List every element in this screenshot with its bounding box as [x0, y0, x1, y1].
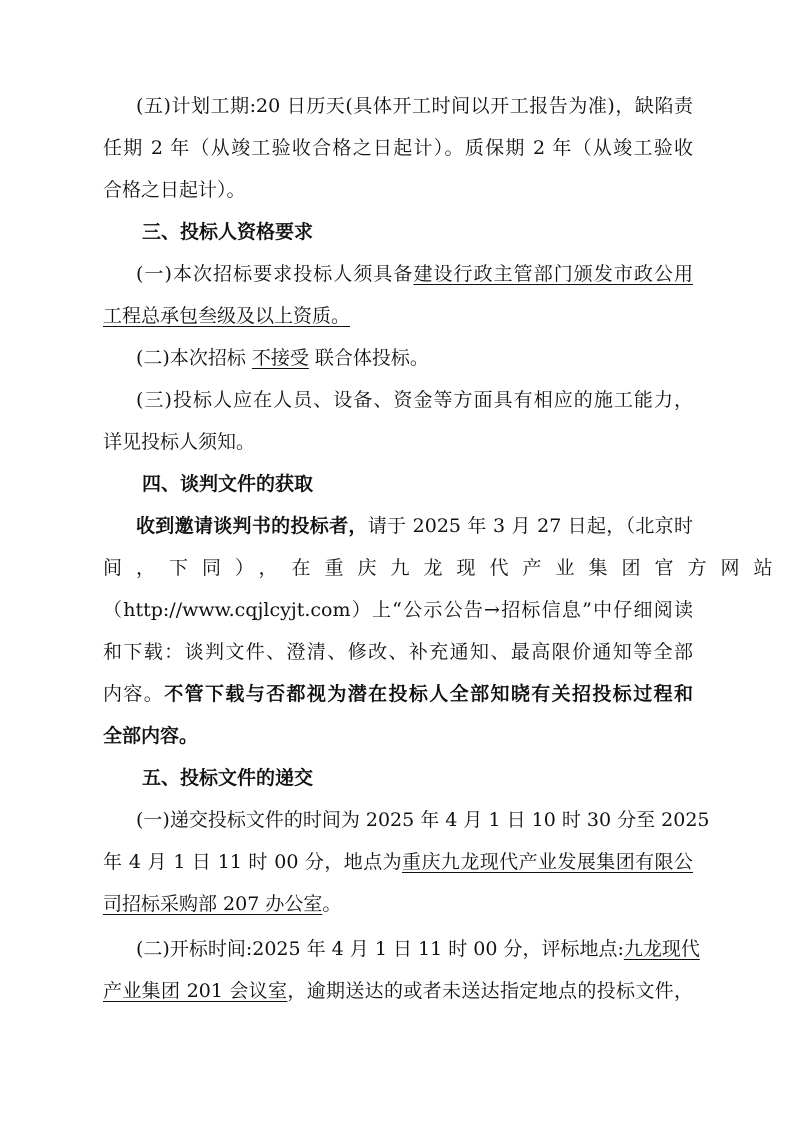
text-line: (一)递交投标文件的时间为 2025 年 4 月 1 日 10 时 30 分至 2025: [136, 809, 710, 831]
section-heading-4: 四、谈判文件的获取: [142, 473, 314, 495]
text-line: 司招标采购部 207 办公室。: [103, 893, 342, 915]
text-line: （http://www.cqjlcyjt.com）上“公示公告→招标信息”中仔细阅读: [103, 599, 693, 621]
text-line: 工程总承包叁级及以上资质。: [103, 305, 351, 327]
text-line: (二)开标时间:2025 年 4 月 1 日 11 时 00 分，评标地点:九龙现代: [136, 938, 700, 960]
text-line: (二)本次招标 不接受 联合体投标。: [136, 347, 429, 369]
text-line: (五)计划工期:20 日历天(具体开工时间以开工报告为准)，缺陷责: [136, 95, 693, 117]
text-line: 内容。不管下载与否都视为潜在投标人全部知晓有关招投标过程和: [103, 683, 693, 705]
text-line: 收到邀请谈判书的投标者，请于 2025 年 3 月 27 日起，（北京时: [136, 515, 693, 537]
underlined-field: 不接受: [251, 347, 309, 369]
text-line: (一)本次招标要求投标人须具备建设行政主管部门颁发市政公用: [136, 263, 693, 285]
section-heading-5: 五、投标文件的递交: [142, 767, 314, 789]
text-line: 全部内容。: [103, 725, 199, 747]
section-heading-3: 三、投标人资格要求: [142, 221, 314, 243]
text-line: (三)投标人应在人员、设备、资金等方面具有相应的施工能力，: [136, 389, 693, 411]
text-line: 任期 2 年（从竣工验收合格之日起计）。质保期 2 年（从竣工验收: [103, 137, 693, 159]
text-line: 详见投标人须知。: [103, 431, 256, 453]
text-line: 年 4 月 1 日 11 时 00 分，地点为重庆九龙现代产业发展集团有限公: [103, 851, 693, 873]
text-line: 合格之日起计）。: [103, 179, 246, 201]
text-line: 产业集团 201 会议室，逾期送达的或者未送达指定地点的投标文件，: [103, 980, 693, 1002]
text-line: 和下载：谈判文件、澄清、修改、补充通知、最高限价通知等全部: [103, 641, 693, 663]
text-line: 间，下同），在重庆九龙现代产业集团官方网站: [103, 557, 787, 579]
